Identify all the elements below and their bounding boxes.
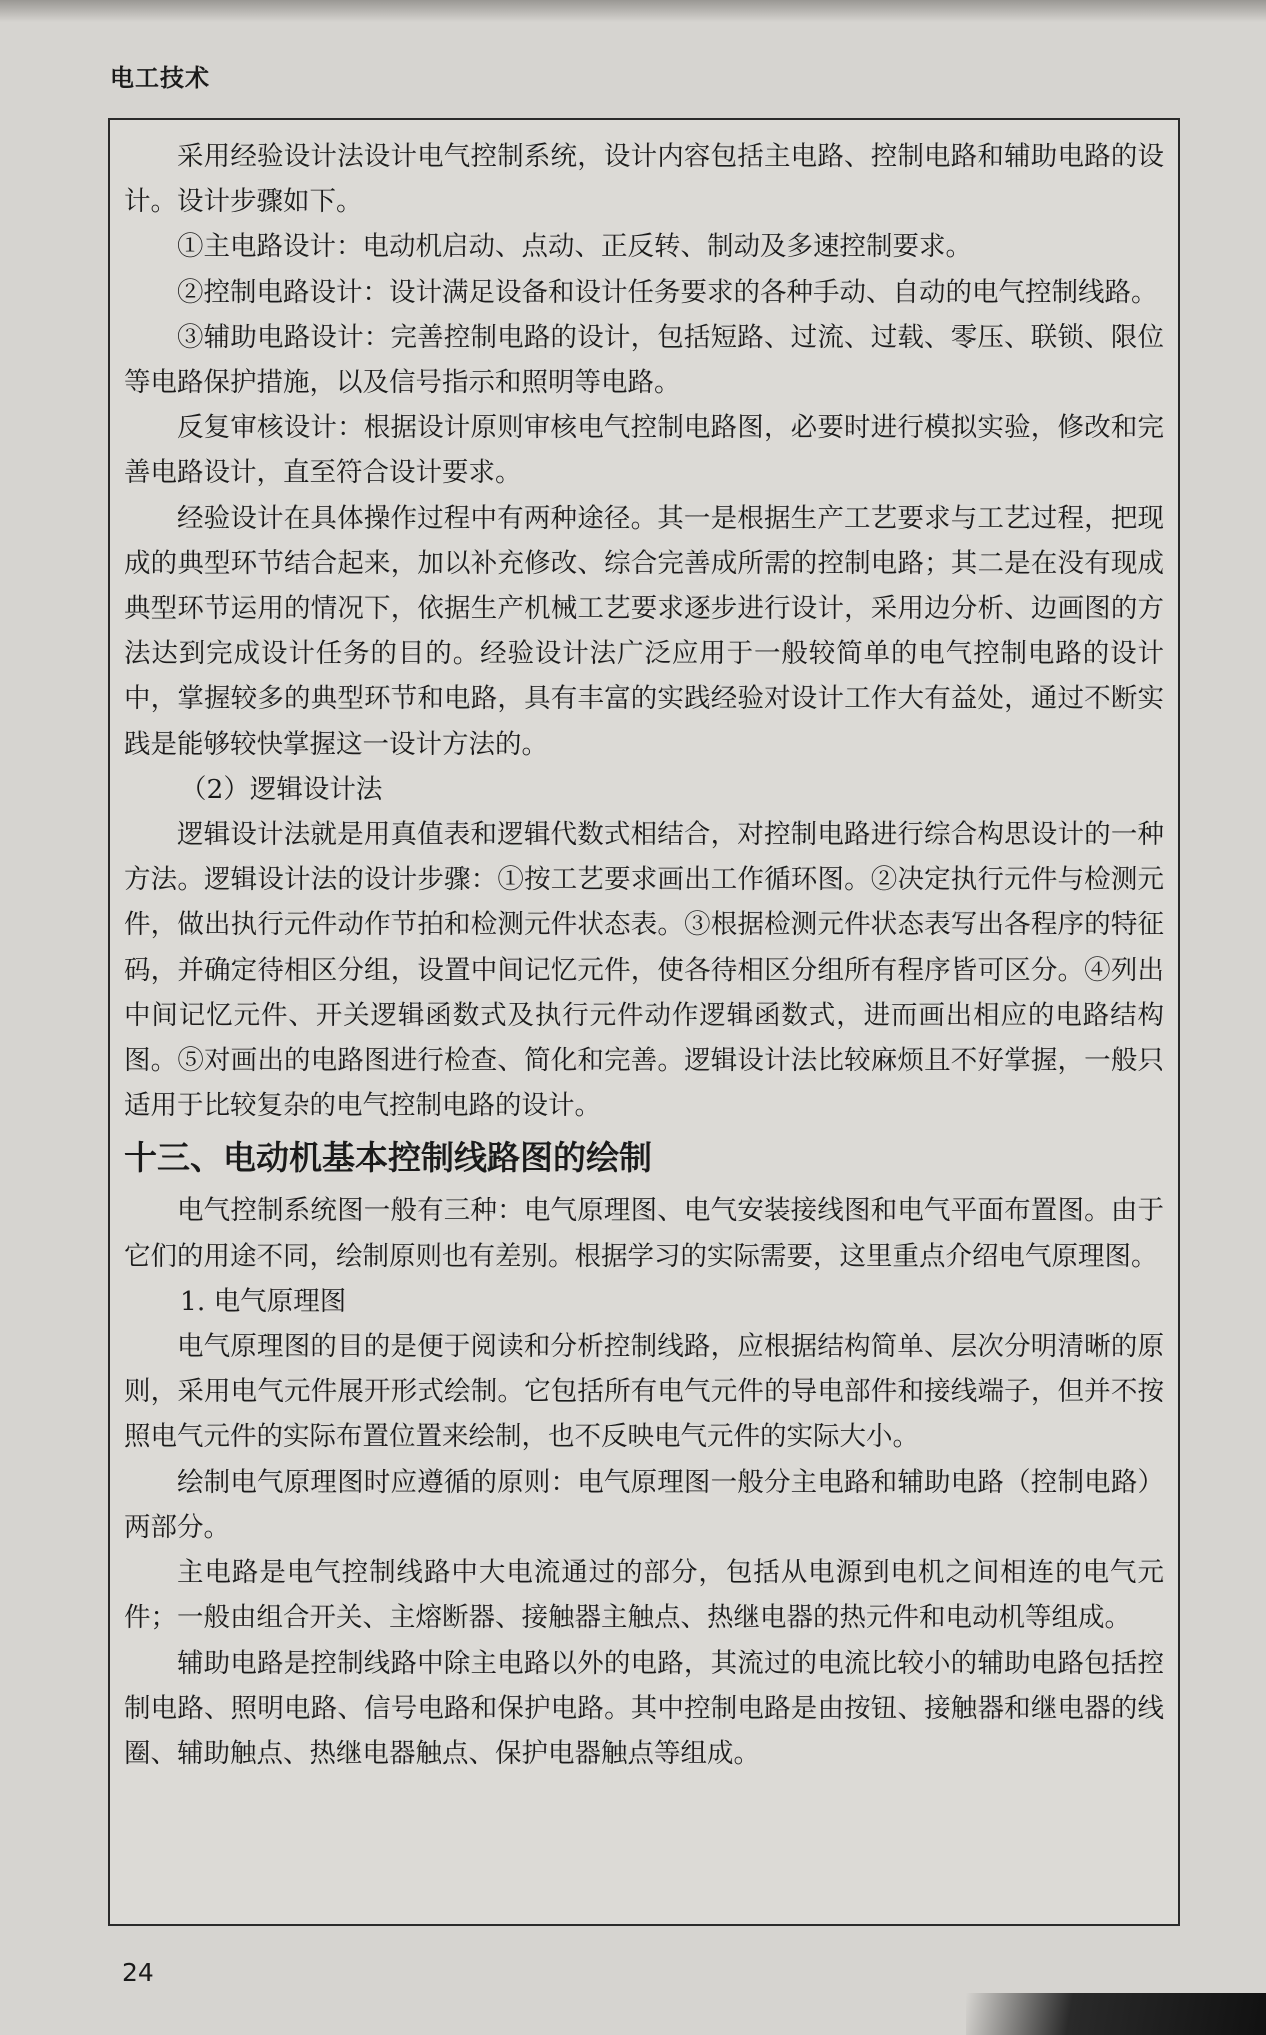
page-bottom-shadow	[966, 1993, 1266, 2035]
paragraph-review-step: 反复审核设计：根据设计原则审核电气控制电路图，必要时进行模拟实验，修改和完善电路设计，直至符合设计要求。	[124, 412, 1164, 489]
paragraph-empirical-intro: 采用经验设计法设计电气控制系统，设计内容包括主电路、控制电路和辅助电路的设计。设计步骤如下。	[124, 141, 1164, 218]
text-frame	[108, 118, 1180, 1926]
paragraph-aux-circuit: 辅助电路是控制线路中除主电路以外的电路，其流过的电流比较小的辅助电路包括控制电路、照明电路、信号电路和保护电路。其中控制电路是由按钮、接触器和继电器的线圈、辅助触点、热继电器触点、保护电器触点等组成。	[124, 1647, 1164, 1769]
paragraph-main-circuit-step: ①主电路设计：电动机启动、点动、正反转、制动及多速控制要求。	[177, 231, 972, 263]
paragraph-diagram-types: 电气控制系统图一般有三种：电气原理图、电气安装接线图和电气平面布置图。由于它们的用途不同，绘制原则也有差别。根据学习的实际需要，这里重点介绍电气原理图。	[124, 1195, 1164, 1272]
paragraph-control-circuit-step: ②控制电路设计：设计满足设备和设计任务要求的各种手动、自动的电气控制线路。	[177, 276, 1158, 308]
paragraph-schematic-principles: 绘制电气原理图时应遵循的原则：电气原理图一般分主电路和辅助电路（控制电路）两部分。	[124, 1466, 1164, 1543]
running-header: 电工技术	[110, 64, 210, 92]
page-top-shadow	[0, 0, 1266, 22]
paragraph-main-circuit: 主电路是电气控制线路中大电流通过的部分，包括从电源到电机之间相连的电气元件；一般由组合开关、主熔断器、接触器主触点、热继电器的热元件和电动机等组成。	[124, 1557, 1164, 1634]
paragraph-aux-circuit-step: ③辅助电路设计：完善控制电路的设计，包括短路、过流、过载、零压、联锁、限位等电路保护措施，以及信号指示和照明等电路。	[124, 321, 1164, 399]
section-title-13: 十三、电动机基本控制线路图的绘制	[124, 1138, 652, 1178]
subheading-logic-design: （2）逻辑设计法	[180, 773, 383, 805]
paragraph-schematic-purpose: 电气原理图的目的是便于阅读和分析控制线路，应根据结构简单、层次分明清晰的原则，采用电气元件展开形式绘制。它包括所有电气元件的导电部件和接线端子，但并不按照电气元件的实际布置位置来绘制，也不反映电气元件的实际大小。	[124, 1331, 1164, 1453]
paragraph-empirical-approaches: 经验设计在具体操作过程中有两种途径。其一是根据生产工艺要求与工艺过程，把现成的典型环节结合起来，加以补充修改、综合完善成所需的控制电路；其二是在没有现成典型环节运用的情况下，依据生产机械工艺要求逐步进行设计，采用边分析、边画图的方法达到完成设计任务的目的。经验设计法广泛应用于一般较简单的电气控制电路的设计中，掌握较多的典型环节和电路，具有丰富的实践经验对设计工作大有益处，通过不断实践是能够较快掌握这一设计方法的。	[124, 502, 1164, 760]
page-number: 24	[122, 1958, 154, 1987]
subheading-schematic: 1. 电气原理图	[180, 1285, 347, 1317]
paragraph-logic-design: 逻辑设计法就是用真值表和逻辑代数式相结合，对控制电路进行综合构思设计的一种方法。逻辑设计法的设计步骤：①按工艺要求画出工作循环图。②决定执行元件与检测元件，做出执行元件动作节拍和检测元件状态表。③根据检测元件状态表写出各程序的特征码，并确定待相区分组，设置中间记忆元件，使各待相区分组所有程序皆可区分。④列出中间记忆元件、开关逻辑函数式及执行元件动作逻辑函数式，进而画出相应的电路结构图。⑤对画出的电路图进行检查、简化和完善。逻辑设计法比较麻烦且不好掌握，一般只适用于比较复杂的电气控制电路的设计。	[124, 819, 1164, 1122]
